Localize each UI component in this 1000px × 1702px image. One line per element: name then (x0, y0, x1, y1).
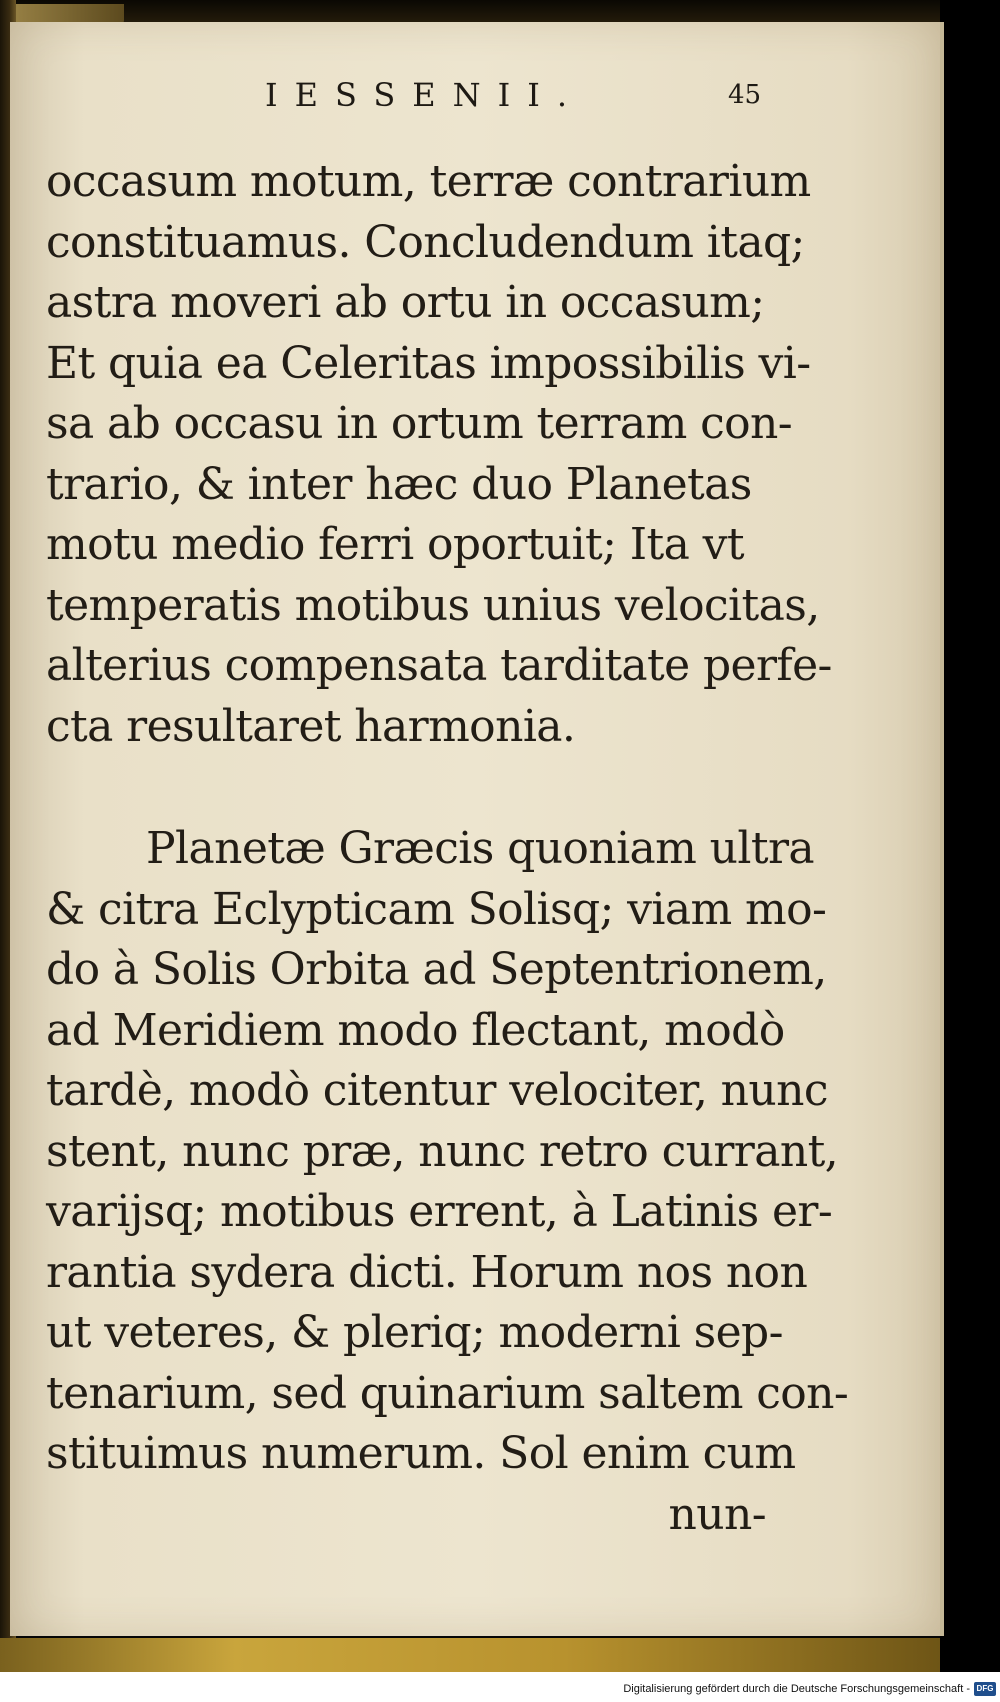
text-line: ut veteres, & pleriq; moderni sep- (46, 1307, 783, 1358)
paragraph-2 (46, 819, 849, 1545)
book-page (10, 22, 944, 1636)
text-line: stent, nunc præ, nunc retro currant, (46, 1125, 839, 1177)
text-line: constituamus. Concludendum itaq; (46, 216, 805, 268)
text-line: trario, & inter hæc duo Planetas (46, 458, 752, 510)
text-line: astra moveri ab ortu in occasum; (46, 277, 765, 328)
page-number: 45 (728, 80, 762, 110)
running-head-title: IESSENII. (265, 76, 585, 114)
book-bottom-edge (0, 1638, 940, 1672)
footer-bar (0, 1672, 1000, 1702)
text-line: & citra Eclypticam Solisq; viam mo- (46, 883, 827, 935)
catchword: nun- (668, 1488, 766, 1540)
paragraph-1 (46, 152, 832, 757)
text-line: varijsq; motibus errent, à Latinis er- (46, 1186, 833, 1237)
text-line: stituimus numerum. Sol enim cum (46, 1428, 796, 1479)
text-line: rantia sydera dicti. Horum nos non (46, 1246, 808, 1298)
text-line: Planetæ Græcis quoniam ultra (146, 823, 815, 874)
text-line: sa ab occasu in ortum terram con- (46, 398, 793, 449)
text-line: Et quia ea Celeritas impossibilis vi- (46, 337, 811, 389)
funding-credit: Digitalisierung gefördert durch die Deutsche Forschungsgemeinschaft - (623, 1683, 970, 1695)
text-line: tardè, modò citentur velociter, nunc (46, 1065, 828, 1116)
text-line: do à Solis Orbita ad Septentrionem, (46, 944, 827, 995)
running-head (10, 76, 940, 126)
text-line: occasum motum, terræ contrarium (46, 156, 811, 207)
text-line: temperatis motibus unius velocitas, (46, 579, 820, 631)
dfg-logo-icon: DFG (974, 1682, 996, 1696)
text-line: alterius compensata tarditate perfe- (46, 640, 832, 691)
text-line: cta resultaret harmonia. (46, 700, 576, 752)
text-line: tenarium, sed quinarium saltem con- (46, 1367, 849, 1419)
text-line: ad Meridiem modo flectant, modò (46, 1004, 785, 1056)
scan-right-background (940, 0, 1000, 1702)
text-block (46, 152, 849, 1545)
text-line: motu medio ferri oportuit; Ita vt (46, 519, 744, 570)
paragraph-gap (46, 757, 766, 819)
